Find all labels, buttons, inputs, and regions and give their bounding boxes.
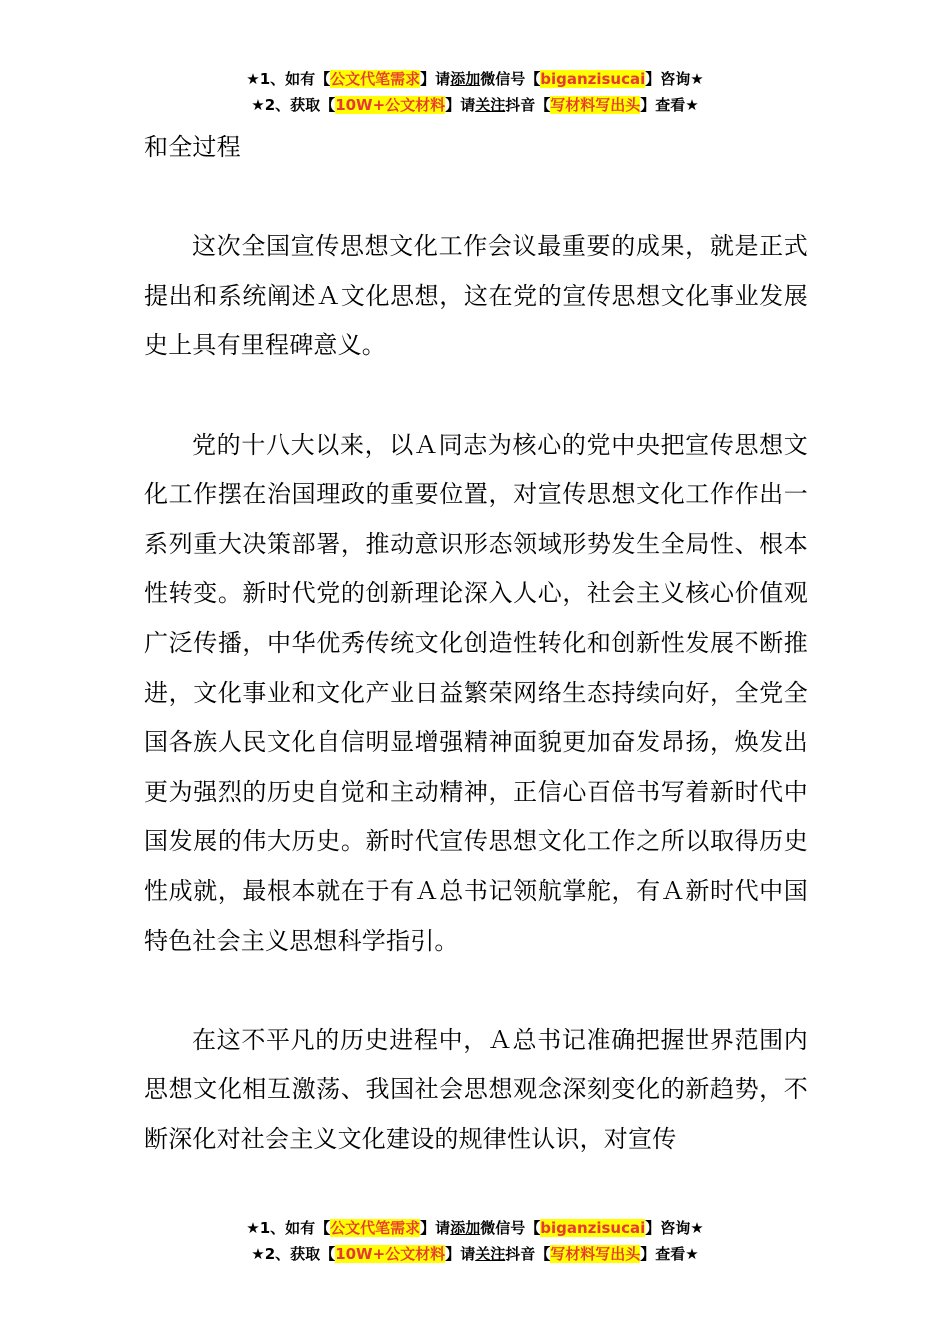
notice-text: ★1、如有【 (246, 70, 331, 88)
notice-text: 微信号【 (480, 1219, 541, 1237)
notice-text: 】请 (420, 70, 451, 88)
paragraph-spacer (144, 966, 808, 1016)
highlight-service: 公文代笔需求 (330, 70, 421, 88)
notice-text: 】查看★ (640, 1245, 699, 1263)
notice-text: 】请 (445, 1245, 476, 1263)
highlight-wechat-id: biganzisucai (540, 70, 646, 88)
paragraph: 这次全国宣传思想文化工作会议最重要的成果，就是正式提出和系统阐述Ａ文化思想，这在党的宣传思想文化事业发展史上具有里程碑意义。 (144, 232, 808, 360)
highlight-wechat-id: biganzisucai (540, 1219, 646, 1237)
footer-notice (0, 1215, 950, 1267)
notice-line-1 (0, 66, 950, 92)
notice-text: ★2、获取【 (251, 1245, 336, 1263)
notice-text: 】查看★ (640, 96, 699, 114)
notice-line-2 (0, 1241, 950, 1267)
notice-text: 抖音【 (505, 1245, 551, 1263)
header-notice (0, 66, 950, 118)
paragraph: 在这不平凡的历史进程中，Ａ总书记准确把握世界范围内思想文化相互激荡、我国社会思想观念深刻变化的新趋势，不断深化对社会主义文化建设的规律性认识，对宣传 (144, 1025, 808, 1153)
notice-line-2 (0, 92, 950, 118)
highlight-service: 公文代笔需求 (330, 1219, 421, 1237)
notice-text: 抖音【 (505, 96, 551, 114)
notice-text: 】咨询★ (645, 70, 704, 88)
notice-text: 】咨询★ (645, 1219, 704, 1237)
highlight-materials: 10W+公文材料 (335, 96, 446, 114)
notice-text: ★1、如有【 (246, 1219, 331, 1237)
notice-line-1 (0, 1215, 950, 1241)
paragraph-spacer (144, 173, 808, 223)
notice-text: 微信号【 (480, 70, 541, 88)
notice-text: 】请 (420, 1219, 451, 1237)
underlined-text: 关注 (475, 96, 506, 114)
underlined-text: 添加 (450, 70, 481, 88)
underlined-text: 添加 (450, 1219, 481, 1237)
notice-text: ★2、获取【 (251, 96, 336, 114)
paragraph-continuation: 和全过程 (144, 133, 241, 161)
highlight-douyin-account: 写材料写出头 (550, 1245, 641, 1263)
notice-text: 】请 (445, 96, 476, 114)
highlight-materials: 10W+公文材料 (335, 1245, 446, 1263)
highlight-douyin-account: 写材料写出头 (550, 96, 641, 114)
document-body (144, 123, 808, 1164)
paragraph-spacer (144, 371, 808, 421)
underlined-text: 关注 (475, 1245, 506, 1263)
paragraph: 党的十八大以来，以Ａ同志为核心的党中央把宣传思想文化工作摆在治国理政的重要位置，对宣传思想文化工作作出一系列重大决策部署，推动意识形态领域形势发生全局性、根本性转变。新时代党的创新理论深入人心，社会主义核心价值观广泛传播，中华优秀传统文化创造性转化和创新性发展不断推进，文化事业和文化产业日益繁荣网络生态持续向好，全党全国各族人民文化自信明显增强精神面貌更加奋发昂扬，焕发出更为强烈的历史自觉和主动精神，正信心百倍书写着新时代中国发展的伟大历史。新时代宣传思想文化工作之所以取得历史性成就，最根本就在于有Ａ总书记领航掌舵，有Ａ新时代中国特色社会主义思想科学指引。 (144, 430, 808, 955)
